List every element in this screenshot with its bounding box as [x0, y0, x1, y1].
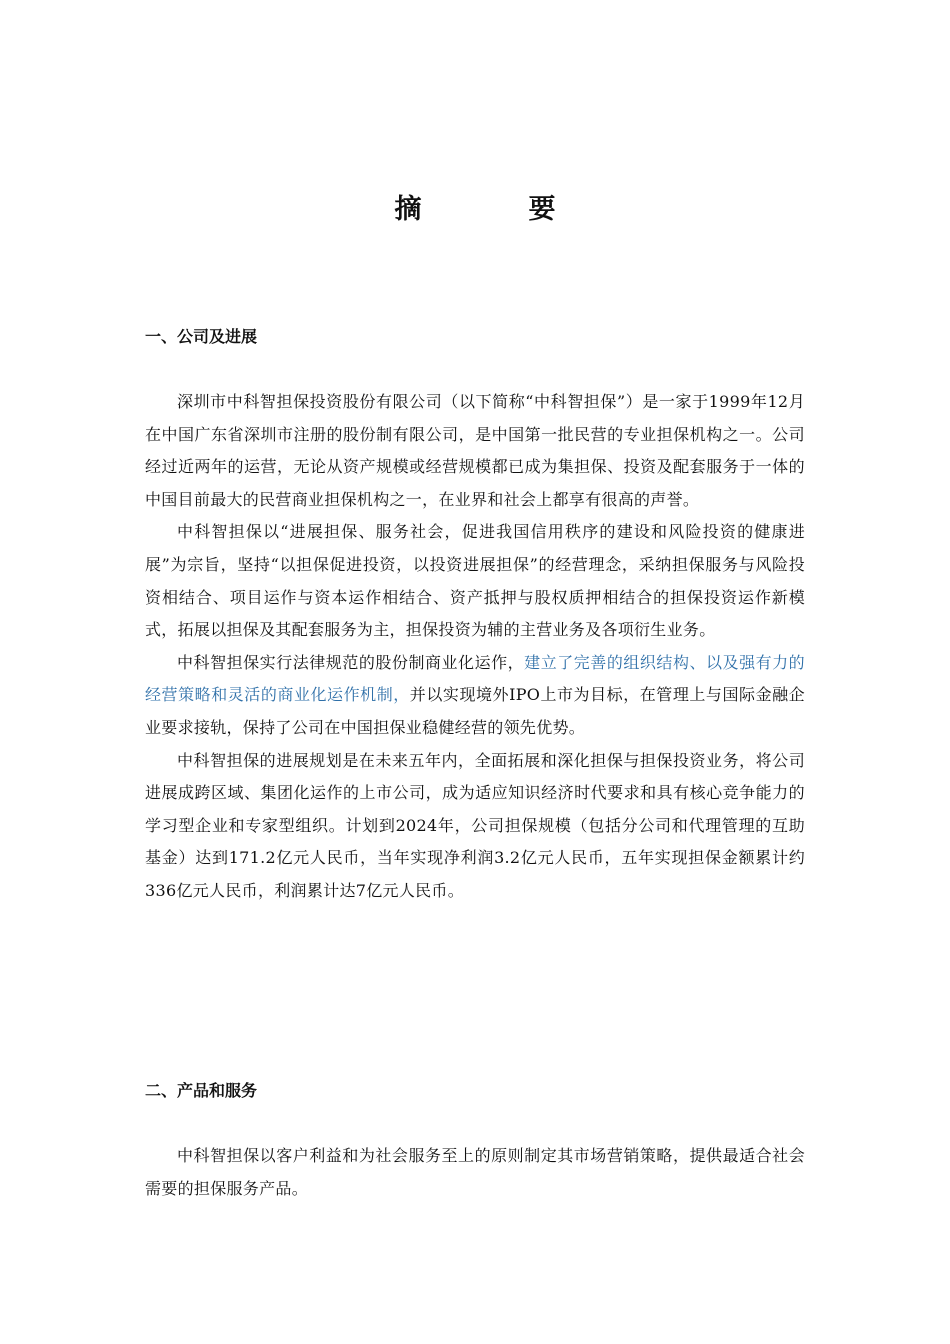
- section-heading-company: 一、公司及进展: [145, 327, 258, 346]
- operation-text-before: 中科智担保实行法律规范的股份制商业化运作，: [177, 652, 525, 672]
- section-heading-products: 二、产品和服务: [145, 1081, 258, 1100]
- section-body-products: [145, 1140, 805, 1205]
- document-title: 摘 要: [394, 194, 596, 225]
- paragraph-company-philosophy: 中科智担保以“进展担保、服务社会，促进我国信用秩序的建设和风险投资的健康进展”为宗旨，坚持“以担保促进投资，以投资进展担保”的经营理念，采纳担保服务与风险投资相结合、项目运作与资本运作相结合、资产抵押与股权质押相结合的担保投资运作新模式，拓展以担保及其配套服务为主，担保投资为辅的主营业务及各项衍生业务。: [145, 522, 805, 640]
- paragraph-company-intro: 深圳市中科智担保投资股份有限公司（以下简称“中科智担保”）是一家于1999年12月在中国广东省深圳市注册的股份制有限公司，是中国第一批民营的专业担保机构之一。公司经过近两年的运营，无论从资产规模或经营规模都已成为集担保、投资及配套服务于一体的中国目前最大的民营商业担保机构之一，在业界和社会上都享有很高的声誉。: [145, 392, 805, 509]
- section-body-company: [145, 386, 805, 908]
- paragraph-company-operation: [145, 647, 805, 745]
- paragraph-products-intro: 中科智担保以客户利益和为社会服务至上的原则制定其市场营销策略，提供最适合社会需要的担保服务产品。: [145, 1146, 805, 1198]
- operation-text-after: 并以实现境外IPO上市为目标，在管理上与国际金融企业要求接轨，保持了公司在中国担保业稳健经营的领先优势。: [145, 685, 805, 737]
- paragraph-company-plan: 中科智担保的进展规划是在未来五年内，全面拓展和深化担保与担保投资业务，将公司进展成跨区域、集团化运作的上市公司，成为适应知识经济时代要求和具有核心竞争能力的学习型企业和专家型组织。计划到2024年，公司担保规模（包括分公司和代理管理的互助基金）达到171.2亿元人民币，当年实现净利润3.2亿元人民币，五年实现担保金额累计约336亿元人民币，利润累计达7亿元人民币。: [145, 750, 805, 900]
- operation-text-highlight: 建立了完善的组织结构、以及强有力的经营策略和灵活的商业化运作机制，: [145, 652, 805, 705]
